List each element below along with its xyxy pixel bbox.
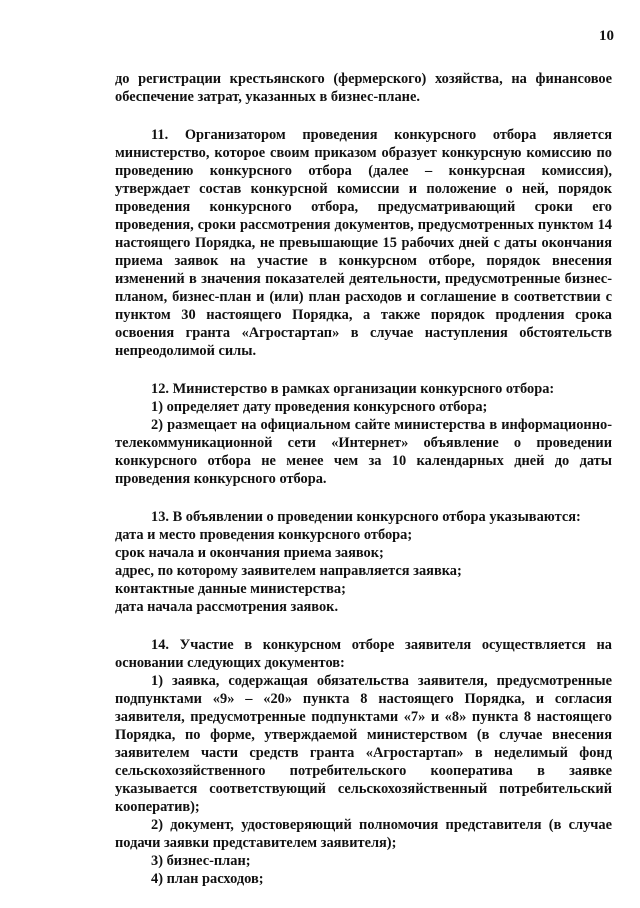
page-number: 10 bbox=[599, 28, 614, 44]
paragraph-14-item-3: 3) бизнес-план; bbox=[151, 853, 251, 869]
paragraph-12 bbox=[115, 380, 612, 488]
paragraph-14-item-1: 1) заявка, содержащая обязательства заявителя, предусмотренные подпунктами «9» – «20» пункта 8 настоящего Порядка, и согласия заявителя, предусмотренные подпунктами «7» и «8» пункта 8 настоящего Порядка, по форме, утверждаемой министерством (в случае внесения заявителем части средств гранта «Агростартап» в неделимый фонд сельскохозяйственного потребительского кооператива в заявке указывается соответствующий сельскохозяйственный потребительский кооператив); bbox=[115, 673, 612, 815]
paragraph-12-item-2: 2) размещает на официальном сайте министерства в информационно-телекоммуникационной сети «Интернет» объявление о проведении конкурсного отбора не менее чем за 10 календарных дней до даты проведения конкурсного отбора. bbox=[115, 417, 612, 487]
paragraph-11: 11. Организатором проведения конкурсного отбора является министерство, которое своим приказом образует конкурсную комиссию по проведению конкурсного отбора (далее – конкурсная комиссия), утверждает состав конкурсной комиссии и положение о ней, порядок проведения конкурсного отбора, предусматривающий сроки его проведения, сроки рассмотрения документов, предусмотренных пунктом 14 настоящего Порядка, не превышающие 15 рабочих дней с даты окончания приема заявок на участие в конкурсном отборе, порядок внесения изменений в значения показателей деятельности, предусмотренные бизнес-планом, бизнес-план и (или) план расходов и соглашение в соответствии с пунктом 30 настоящего Порядка, а также порядок продления срока освоения гранта «Агростартап» в случае наступления обстоятельств непреодолимой силы. bbox=[115, 127, 612, 359]
paragraph-12-item-1: 1) определяет дату проведения конкурсного отбора; bbox=[151, 399, 488, 415]
paragraph-13-item-5: дата начала рассмотрения заявок. bbox=[115, 599, 339, 615]
document-body bbox=[115, 70, 612, 908]
paragraph-13-item-2: срок начала и окончания приема заявок; bbox=[115, 545, 384, 561]
paragraph-14-item-4: 4) план расходов; bbox=[151, 871, 264, 887]
paragraph-14 bbox=[115, 636, 612, 888]
paragraph-13-item-3: адрес, по которому заявителем направляется заявка; bbox=[115, 563, 462, 579]
paragraph-13-heading: 13. В объявлении о проведении конкурсного отбора указываются: bbox=[151, 509, 581, 525]
paragraph-12-heading: 12. Министерство в рамках организации конкурсного отбора: bbox=[151, 381, 555, 397]
paragraph-13 bbox=[115, 508, 612, 616]
intro-paragraph: до регистрации крестьянского (фермерского) хозяйства, на финансовое обеспечение затрат, указанных в бизнес-плане. bbox=[115, 71, 612, 105]
paragraph-14-item-2: 2) документ, удостоверяющий полномочия представителя (в случае подачи заявки представителем заявителя); bbox=[115, 817, 612, 851]
paragraph-13-item-1: дата и место проведения конкурсного отбора; bbox=[115, 527, 413, 543]
paragraph-14-heading: 14. Участие в конкурсном отборе заявителя осуществляется на основании следующих документов: bbox=[115, 637, 612, 671]
paragraph-13-item-4: контактные данные министерства; bbox=[115, 581, 346, 597]
